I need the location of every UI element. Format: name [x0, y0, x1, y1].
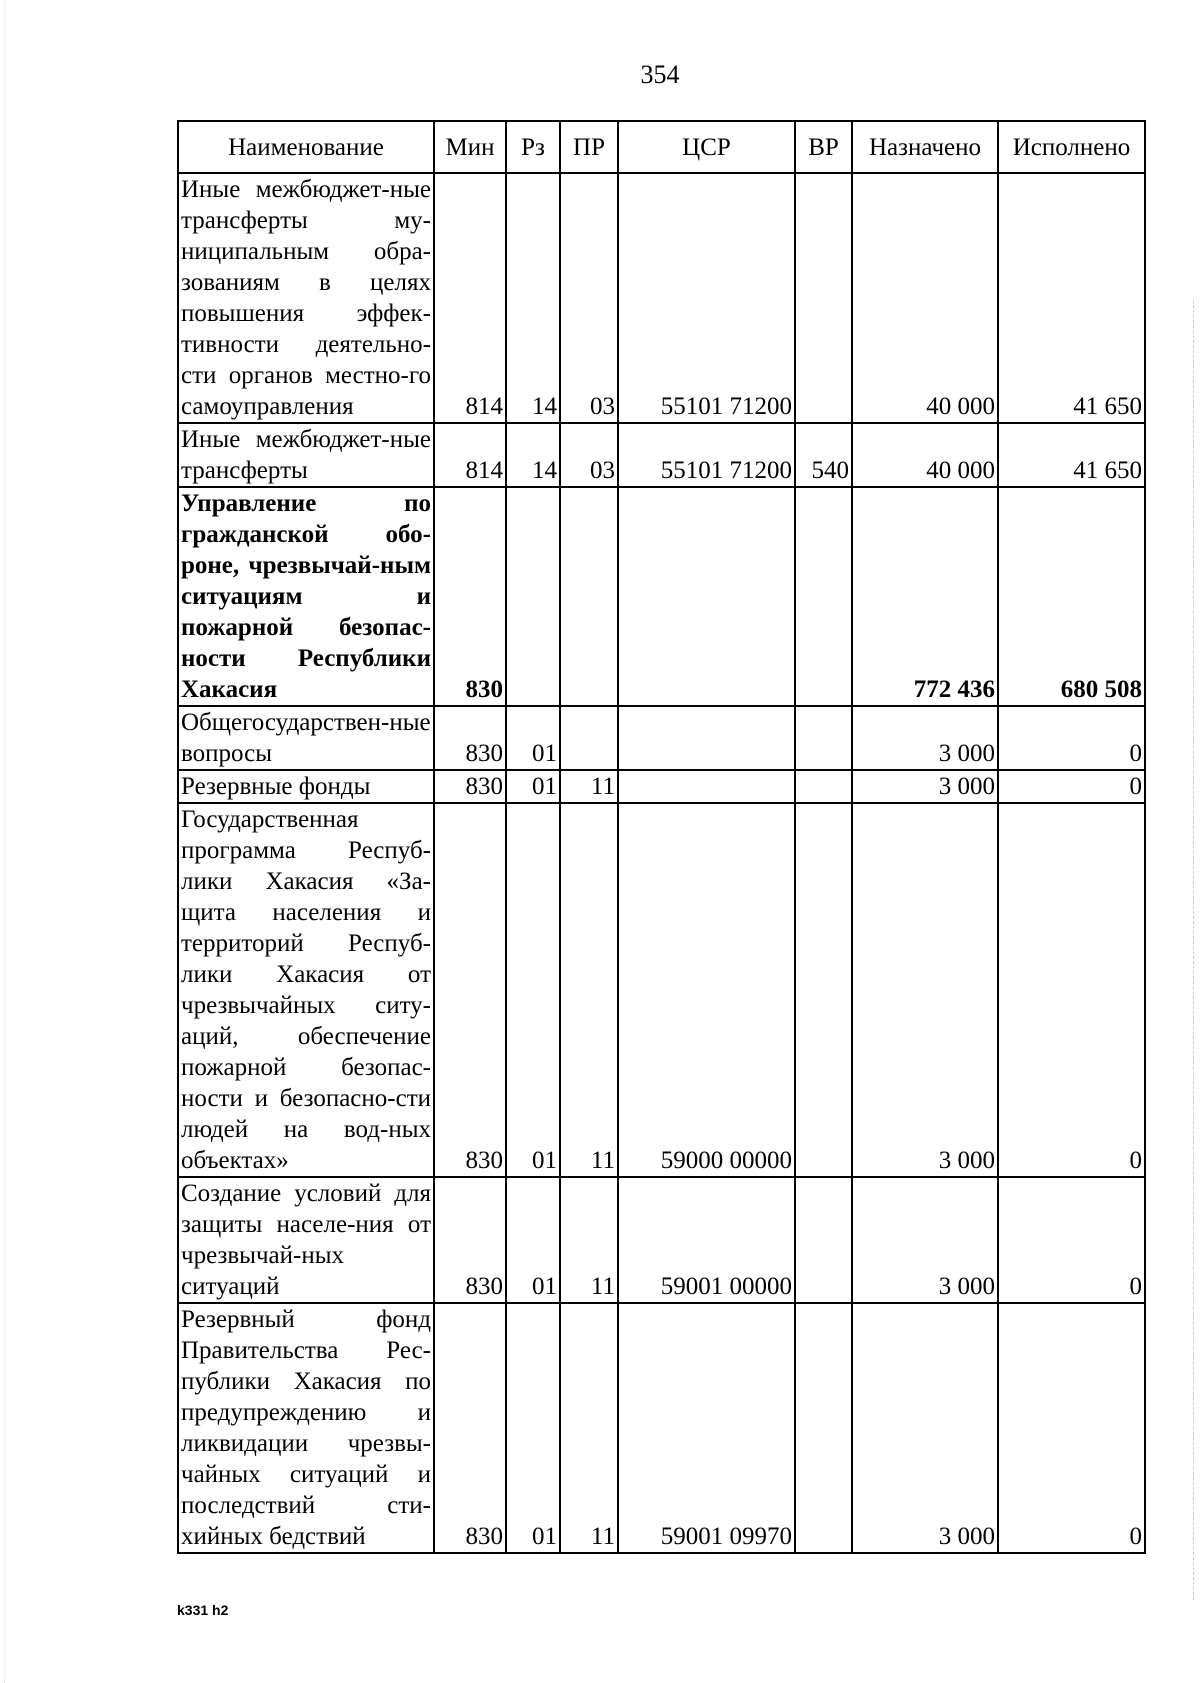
cell-csr [618, 770, 795, 803]
cell-executed: 680 508 [998, 487, 1145, 706]
cell-rz: 14 [506, 423, 560, 487]
cell-min: 830 [434, 706, 506, 770]
cell-rz [506, 487, 560, 706]
cell-vr [795, 173, 852, 423]
cell-min: 830 [434, 770, 506, 803]
scan-edge-left [4, 0, 6, 1683]
table-row [178, 770, 1145, 803]
cell-executed: 0 [998, 1177, 1145, 1303]
cell-rz: 01 [506, 1303, 560, 1553]
cell-assigned: 772 436 [852, 487, 998, 706]
cell-rz: 01 [506, 803, 560, 1177]
table-body [178, 173, 1145, 1553]
cell-pr: 03 [560, 173, 618, 423]
cell-name: Создание условий для защиты населе-ния от чрезвычай-ных ситуаций [178, 1177, 434, 1303]
cell-pr: 03 [560, 423, 618, 487]
cell-rz: 01 [506, 706, 560, 770]
footer-code: k331 h2 [177, 1602, 229, 1618]
col-header-vr: ВР [795, 121, 852, 173]
cell-pr: 11 [560, 1177, 618, 1303]
cell-assigned: 3 000 [852, 706, 998, 770]
header-row [178, 121, 1145, 173]
cell-csr [618, 706, 795, 770]
cell-name: Резервный фонд Правительства Рес-публики Хакасия по предупреждению и ликвидации чрезвы-чайных ситуаций и последствий сти-хийных бедствий [178, 1303, 434, 1553]
cell-min: 830 [434, 1303, 506, 1553]
cell-vr [795, 487, 852, 706]
cell-pr [560, 706, 618, 770]
col-header-csr: ЦСР [618, 121, 795, 173]
table-row [178, 706, 1145, 770]
cell-vr [795, 1303, 852, 1553]
cell-executed: 0 [998, 706, 1145, 770]
cell-min: 814 [434, 173, 506, 423]
col-header-min: Мин [434, 121, 506, 173]
col-header-name: Наименование [178, 121, 434, 173]
cell-name: Иные межбюджет-ные трансферты му-ниципальным обра-зованиям в целях повышения эффек-тивности деятельно-сти органов местно-го самоуправления [178, 173, 434, 423]
cell-rz: 14 [506, 173, 560, 423]
cell-min: 830 [434, 1177, 506, 1303]
col-header-executed: Исполнено [998, 121, 1145, 173]
cell-csr: 59001 00000 [618, 1177, 795, 1303]
cell-min: 830 [434, 803, 506, 1177]
table-row [178, 423, 1145, 487]
cell-csr: 59001 09970 [618, 1303, 795, 1553]
col-header-assigned: Назначено [852, 121, 998, 173]
cell-assigned: 3 000 [852, 1303, 998, 1553]
cell-csr: 55101 71200 [618, 423, 795, 487]
cell-vr [795, 1177, 852, 1303]
cell-executed: 0 [998, 803, 1145, 1177]
col-header-pr: ПР [560, 121, 618, 173]
cell-assigned: 3 000 [852, 803, 998, 1177]
cell-vr [795, 770, 852, 803]
cell-assigned: 3 000 [852, 770, 998, 803]
cell-executed: 41 650 [998, 423, 1145, 487]
cell-name: Иные межбюджет-ные трансферты [178, 423, 434, 487]
cell-rz: 01 [506, 770, 560, 803]
table-row [178, 803, 1145, 1177]
scan-edge-right [1192, 300, 1194, 1600]
cell-vr [795, 803, 852, 1177]
cell-assigned: 40 000 [852, 423, 998, 487]
cell-pr: 11 [560, 1303, 618, 1553]
cell-pr: 11 [560, 770, 618, 803]
cell-min: 830 [434, 487, 506, 706]
cell-pr [560, 487, 618, 706]
cell-name: Общегосударствен-ные вопросы [178, 706, 434, 770]
table-row [178, 173, 1145, 423]
cell-executed: 41 650 [998, 173, 1145, 423]
cell-name: Государственная программа Респуб-лики Хакасия «За-щита населения и территорий Респуб-лики Хакасия от чрезвычайных ситу-аций, обеспечение пожарной безопас-ности и безопасно-сти людей на вод-ных объектах» [178, 803, 434, 1177]
table-row [178, 1177, 1145, 1303]
cell-assigned: 3 000 [852, 1177, 998, 1303]
cell-min: 814 [434, 423, 506, 487]
col-header-rz: Рз [506, 121, 560, 173]
cell-vr: 540 [795, 423, 852, 487]
cell-executed: 0 [998, 1303, 1145, 1553]
cell-csr: 55101 71200 [618, 173, 795, 423]
cell-name: Управление по гражданской обо-роне, чрезвычай-ным ситуациям и пожарной безопас-ности Республики Хакасия [178, 487, 434, 706]
table-row [178, 487, 1145, 706]
table-row [178, 1303, 1145, 1553]
cell-name: Резервные фонды [178, 770, 434, 803]
cell-csr [618, 487, 795, 706]
cell-rz: 01 [506, 1177, 560, 1303]
page-number: 354 [640, 60, 680, 89]
cell-executed: 0 [998, 770, 1145, 803]
cell-pr: 11 [560, 803, 618, 1177]
cell-assigned: 40 000 [852, 173, 998, 423]
budget-table [177, 120, 1146, 1554]
cell-csr: 59000 00000 [618, 803, 795, 1177]
cell-vr [795, 706, 852, 770]
